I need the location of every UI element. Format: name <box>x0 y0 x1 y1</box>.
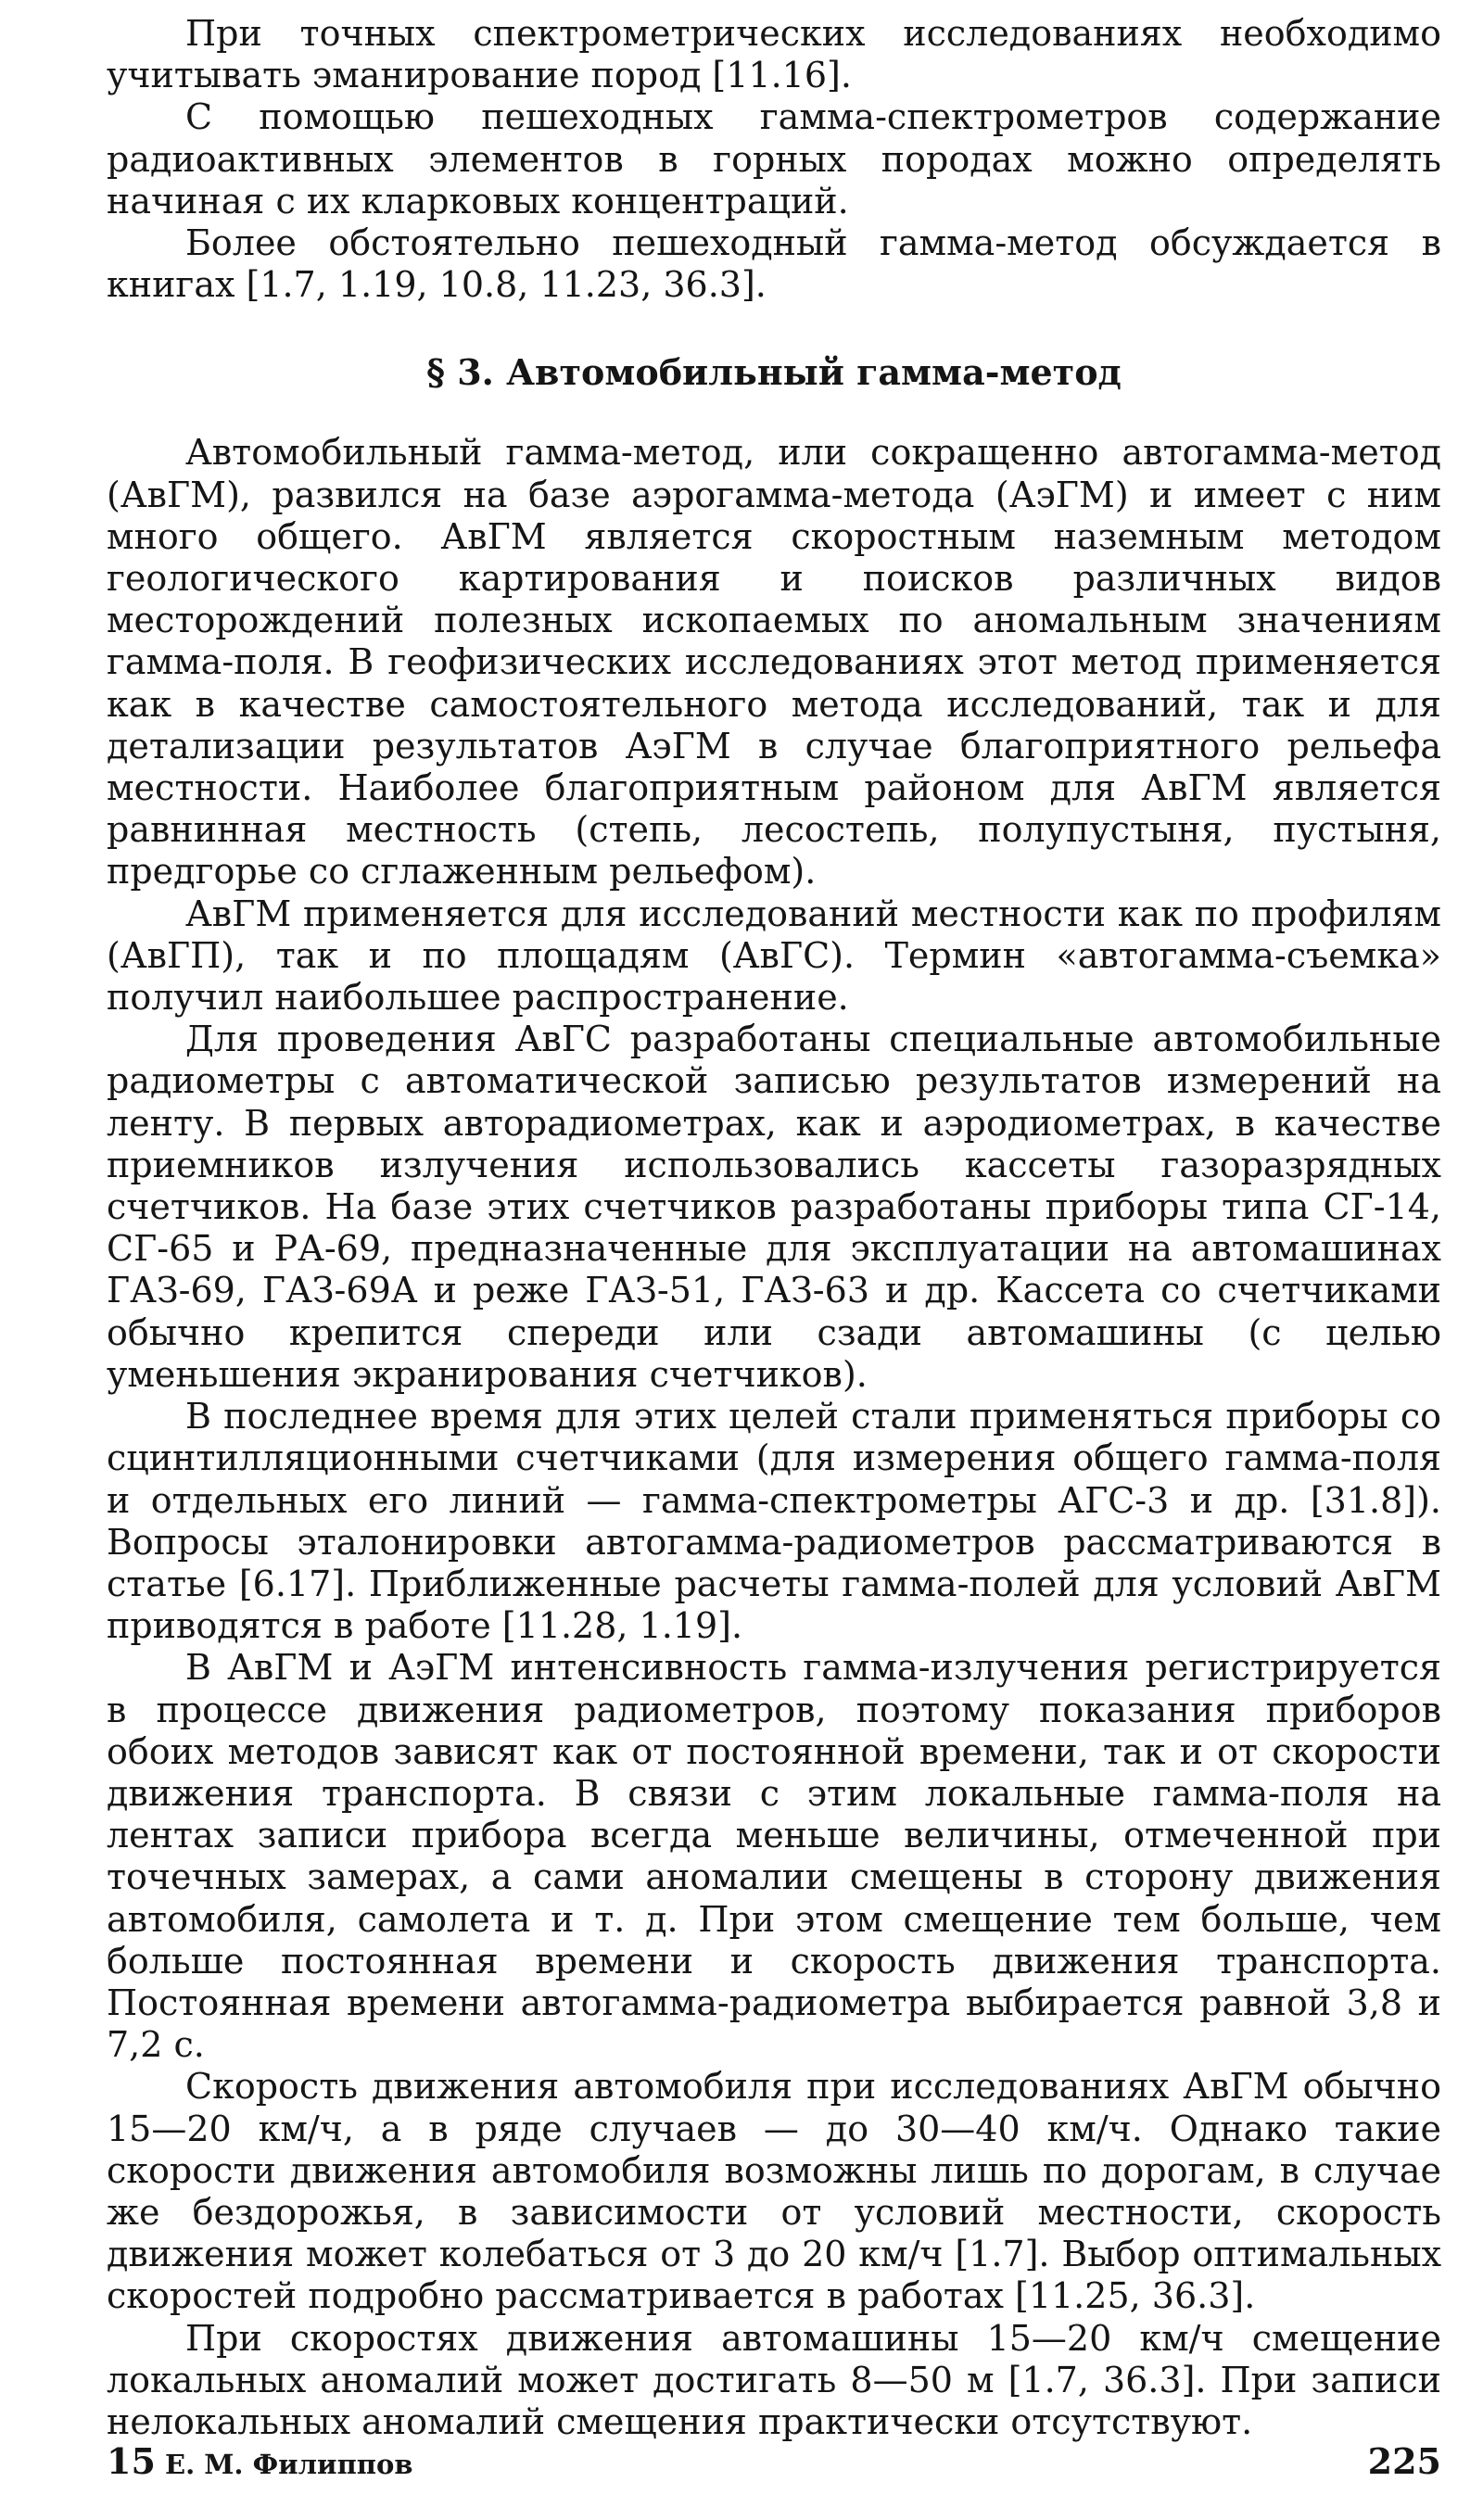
page-body <box>107 13 1441 2443</box>
page-footer <box>107 2440 1441 2487</box>
paragraph: В последнее время для этих целей стали применяться приборы со сцинтилляционными счетчиками (для измерения общего гамма-поля и отдельных его линий — гамма-спектрометры АГС-3 и др. [31.8]). Вопросы эталонировки автогамма-радиометров рассматриваются в статье [6.17]. Приближенные расчеты гамма-полей для условий АвГМ приводятся в работе [11.28, 1.19]. <box>107 1396 1441 1647</box>
page-number: 225 <box>1367 2440 1441 2482</box>
paragraph: Автомобильный гамма-метод, или сокращенно автогамма-метод (АвГМ), развился на базе аэрогамма-метода (АэГМ) и имеет с ним много общего. АвГМ является скоростным наземным методом геологического картирования и поисков различных видов месторождений полезных ископаемых по аномальным значениям гамма-поля. В геофизических исследованиях этот метод применяется как в качестве самостоятельного метода исследований, так и для детализации результатов АэГМ в случае благоприятного рельефа местности. Наиболее благоприятным районом для АвГМ является равнинная местность (степь, лесостепь, полупустыня, пустыня, предгорье со сглаженным рельефом). <box>107 432 1441 893</box>
paragraph: Более обстоятельно пешеходный гамма-метод обсуждается в книгах [1.7, 1.19, 10.8, 11.23, 36.3]. <box>107 222 1441 306</box>
printer-signature <box>107 2440 413 2482</box>
paragraph: В АвГМ и АэГМ интенсивность гамма-излучения регистрируется в процессе движения радиометров, поэтому показания приборов обоих методов зависят как от постоянной времени, так и от скорости движения транспорта. В связи с этим локальные гамма-поля на лентах записи прибора всегда меньше величины, отмеченной при точечных замерах, а сами аномалии смещены в сторону движения автомобиля, самолета и т. д. При этом смещение тем больше, чем больше постоянная времени и скорость движения транспорта. Постоянная времени автогамма-радиометра выбирается равной 3,8 и 7,2 с. <box>107 1647 1441 2066</box>
paragraph: АвГМ применяется для исследований местности как по профилям (АвГП), так и по площадям (АвГС). Термин «автогамма-съемка» получил наибольшее распространение. <box>107 893 1441 1019</box>
paragraph: С помощью пешеходных гамма-спектрометров содержание радиоактивных элементов в горных породах можно определять начиная с их кларковых концентраций. <box>107 96 1441 222</box>
paragraph: При точных спектрометрических исследованиях необходимо учитывать эманирование пород [11.16]. <box>107 13 1441 96</box>
paragraph: Для проведения АвГС разработаны специальные автомобильные радиометры с автоматической записью результатов измерений на ленту. В первых авторадиометрах, как и аэродиометрах, в качестве приемников излучения использовались кассеты газоразрядных счетчиков. На базе этих счетчиков разработаны приборы типа СГ-14, СГ-65 и РА-69, предназначенные для эксплуатации на автомашинах ГАЗ-69, ГАЗ-69А и реже ГАЗ-51, ГАЗ-63 и др. Кассета со счетчиками обычно крепится спереди или сзади автомашины (с целью уменьшения экранирования счетчиков). <box>107 1019 1441 1395</box>
paragraph: Скорость движения автомобиля при исследованиях АвГМ обычно 15—20 км/ч, а в ряде случаев — до 30—40 км/ч. Однако такие скорости движения автомобиля возможны лишь по дорогам, в случае же бездорожья, в зависимости от условий местности, скорость движения может колебаться от 3 до 20 км/ч [1.7]. Выбор оптимальных скоростей подробно рассматривается в работах [11.25, 36.3]. <box>107 2066 1441 2317</box>
paragraph: При скоростях движения автомашины 15—20 км/ч смещение локальных аномалий может достигать 8—50 м [1.7, 36.3]. При записи нелокальных аномалий смещения практически отсутствуют. <box>107 2317 1441 2442</box>
signature-author: Е. М. Филиппов <box>165 2449 413 2480</box>
signature-number: 15 <box>107 2440 156 2482</box>
section-heading: § 3. Автомобильный гамма-метод <box>426 351 1122 394</box>
